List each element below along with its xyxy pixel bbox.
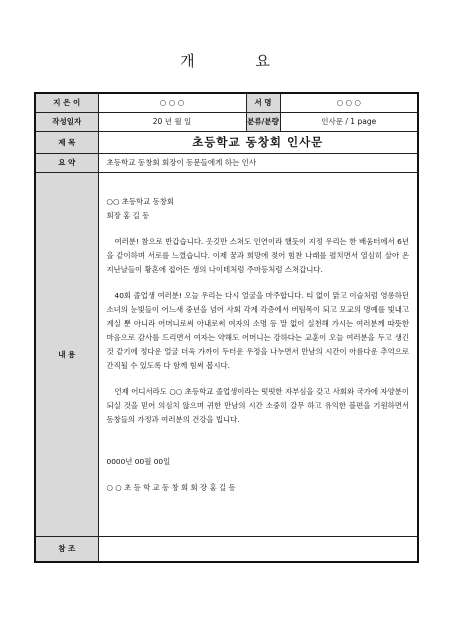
paragraph-2: 40회 졸업생 여러분! 오늘 우리는 다시 얼굴을 마주합니다. 티 없이 맑고 이슬처럼 영롱하던 소녀의 눈빛들이 어느새 중년을 넘어 사회 각계 각층에서 버팀목이 되고 모교의 명예를 빛내고 계실 뿐 아니라 어머니로써 아내로써 여자의 소명 등 말 없이 실천해 가시는 여러분께 따뜻한 마음으로 감사를 드리면서 여자는 약해도 어머니는 강하다는 교훈이 오늘 여러분을 두고 생긴 것 같기에 정다운 얼굴 더욱 가까이 두터운 우정을 나누면서 만남의 시간이 아름다운 추억으로 간직될 수 있도록 다 함께 힘써 봅시다.	[106, 290, 409, 370]
reference-value	[98, 536, 418, 562]
summary-value: 초등학교 동창회 회장이 동문들에게 하는 인사	[98, 153, 418, 172]
signature-line: ○ ○ 초 등 학 교 동 창 회 회 장 홍 길 동	[106, 482, 236, 492]
signature-value: ○ ○ ○	[280, 93, 418, 112]
greeting-line-2: 회장 홍 길 동	[106, 210, 150, 220]
category-label: 분류/분량	[246, 112, 280, 131]
content-body	[98, 172, 418, 536]
date-label: 작성일자	[35, 112, 98, 131]
paragraph-1: 여러분! 참으로 반갑습니다. 옷깃만 스쳐도 인연이라 했듯이 지정 우리는 한 배움터에서 6년을 같이하며 서로를 느꼈습니다. 이제 꿈과 희망에 젖어 힘찬 나래를 펼치면서 열심히 살아 온 지난날들이 황혼에 접어든 생의 나이테처럼 주마등처럼 스쳐갑니다.	[106, 236, 409, 274]
content-label: 내 용	[35, 172, 98, 536]
document-date: 0000년 00월 00일	[106, 456, 171, 466]
document-title: 개 요	[180, 52, 298, 70]
subject-label: 제 목	[35, 131, 98, 153]
subject-value: 초등학교 동창회 인사문	[98, 131, 418, 153]
category-value: 인사문 / 1 page	[280, 112, 418, 131]
author-label: 지 은 이	[35, 93, 98, 112]
date-value: 20 년 월 일	[98, 112, 246, 131]
greeting-line-1: ○○ 초등학교 동창회	[106, 196, 175, 206]
signature-label: 서 명	[246, 93, 280, 112]
paragraph-3: 언제 어디서라도 ○○ 초등학교 졸업생이라는 떳떳한 자부심을 갖고 사회와 국가에 자양분이 되실 것을 믿어 의심치 않으며 귀한 만남의 시간 소중히 갈무 하고 유익한 블편을 기원하면서 동창들의 가정과 여러분의 건강을 빕니다.	[106, 386, 409, 424]
author-value: ○ ○ ○	[98, 93, 246, 112]
overview-table	[34, 92, 419, 563]
reference-label: 참 조	[35, 536, 98, 562]
summary-label: 요 약	[35, 153, 98, 172]
